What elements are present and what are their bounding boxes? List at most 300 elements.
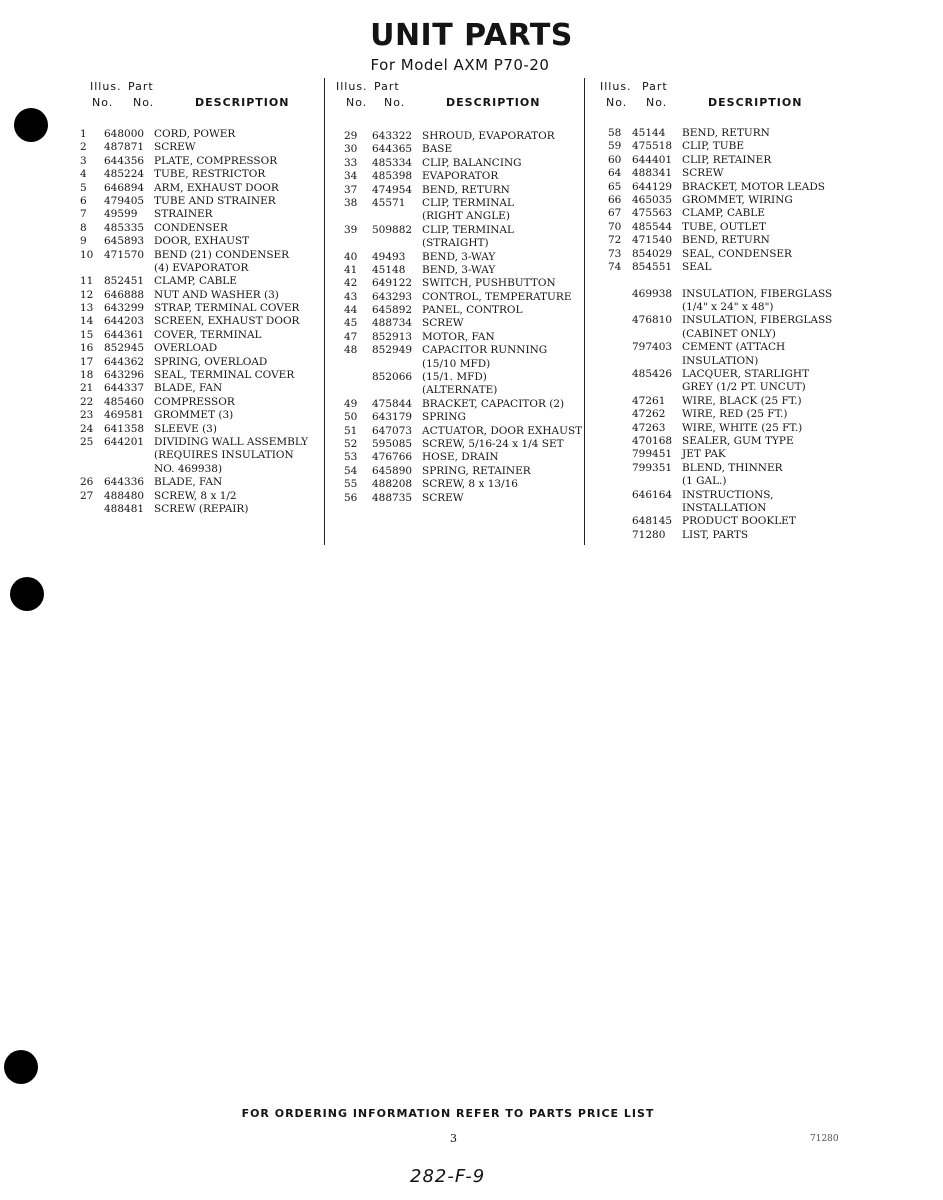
parts-row: [598, 529, 838, 542]
part-no: 644362: [104, 355, 145, 368]
illus-no: 44: [344, 304, 358, 317]
column-header: [78, 80, 318, 120]
parts-row: [78, 490, 318, 503]
part-label: Part: [374, 80, 400, 93]
part-no: 641358: [104, 422, 145, 435]
part-no: 47262: [632, 408, 666, 421]
part-no: 488208: [372, 478, 413, 491]
part-no: 797403: [632, 341, 673, 354]
part-description: (REQUIRES INSULATION: [154, 449, 294, 462]
part-description: ACTUATOR, DOOR EXHAUST: [422, 424, 583, 437]
parts-row: [598, 274, 838, 287]
part-no: 646164: [632, 488, 673, 501]
part-description: COMPRESSOR: [154, 395, 235, 408]
illus-no: 43: [344, 290, 358, 303]
illus-no: 45: [344, 317, 358, 330]
part-description: GROMMET (3): [154, 409, 234, 422]
column-header: [334, 80, 584, 120]
part-description: (CABINET ONLY): [682, 327, 776, 340]
punch-hole-middle: [10, 577, 44, 611]
part-description: INSTALLATION: [682, 501, 767, 514]
part-no: 646894: [104, 181, 145, 194]
parts-row: [78, 289, 318, 302]
illus-no: 47: [344, 330, 358, 343]
parts-row: [598, 248, 838, 261]
parts-row: [334, 143, 584, 156]
part-description: OVERLOAD: [154, 342, 218, 355]
part-description: BEND, 3-WAY: [422, 250, 496, 263]
illus-no: 42: [344, 277, 358, 290]
parts-row: [78, 423, 318, 436]
part-no: 645893: [104, 235, 145, 248]
description-label: DESCRIPTION: [195, 96, 290, 109]
column-divider-1: [324, 78, 325, 545]
parts-column-1: [78, 80, 318, 516]
parts-row: [598, 328, 838, 341]
part-no: 488735: [372, 491, 413, 504]
parts-row: [334, 438, 584, 451]
part-description: CLIP, TUBE: [682, 140, 745, 153]
part-description: (ALTERNATE): [422, 384, 498, 397]
parts-row: [78, 195, 318, 208]
part-no: 485398: [372, 170, 413, 183]
part-no: 852913: [372, 330, 413, 343]
parts-row: [334, 251, 584, 264]
parts-row: [78, 382, 318, 395]
parts-list: [334, 130, 584, 505]
part-no: 488481: [104, 502, 145, 515]
part-description: BEND, RETURN: [682, 127, 770, 139]
part-no: 487871: [104, 141, 145, 154]
part-no: 476810: [632, 314, 673, 327]
illus-no: 66: [608, 193, 622, 206]
punch-hole-top: [14, 108, 48, 142]
column-header: [598, 80, 838, 120]
part-no: 479405: [104, 194, 145, 207]
illus-no: 59: [608, 140, 622, 153]
part-description: LACQUER, STARLIGHT: [682, 368, 810, 381]
part-description: PANEL, CONTROL: [422, 304, 523, 317]
illus-no-label: No.: [92, 96, 114, 109]
parts-row: [598, 381, 838, 394]
part-description: (15/10 MFD): [422, 357, 491, 370]
parts-row: [598, 261, 838, 274]
parts-row: [598, 167, 838, 180]
parts-row: [78, 302, 318, 315]
part-description: (4) EVAPORATOR: [154, 261, 249, 274]
part-description: SCREW: [422, 491, 464, 504]
parts-row: [334, 224, 584, 237]
illus-no: 5: [80, 181, 87, 194]
part-description: CONDENSER: [154, 221, 228, 234]
part-description: DIVIDING WALL ASSEMBLY: [154, 435, 309, 448]
part-description: MOTOR, FAN: [422, 330, 495, 343]
part-no-label: No.: [384, 96, 406, 109]
parts-row: [334, 398, 584, 411]
part-description: BEND (21) CONDENSER: [154, 248, 290, 261]
description-label: DESCRIPTION: [708, 96, 803, 109]
parts-row: [598, 515, 838, 528]
part-description: NO. 469938): [154, 462, 223, 475]
part-description: LIST, PARTS: [682, 528, 749, 541]
illus-no: 67: [608, 207, 622, 220]
part-no: 648145: [632, 515, 673, 528]
part-no: 646888: [104, 288, 145, 301]
part-no: 476766: [372, 451, 413, 464]
part-no: 71280: [632, 528, 666, 541]
part-description: SEAL: [682, 260, 712, 273]
part-no: 852451: [104, 275, 145, 288]
part-no: 643179: [372, 411, 413, 424]
part-no: 471540: [632, 234, 673, 247]
parts-row: [78, 275, 318, 288]
description-label: DESCRIPTION: [446, 96, 541, 109]
part-description: ARM, EXHAUST DOOR: [154, 181, 279, 194]
illus-no: 33: [344, 156, 358, 169]
illus-no: 3: [80, 154, 87, 167]
part-description: CONTROL, TEMPERATURE: [422, 290, 572, 303]
illus-no: 1: [80, 128, 87, 140]
parts-row: [78, 155, 318, 168]
parts-row: [78, 262, 318, 275]
part-no: 47261: [632, 394, 666, 407]
column-divider-2: [584, 78, 585, 545]
part-description: CLIP, RETAINER: [682, 153, 772, 166]
part-no: 45144: [632, 127, 666, 139]
part-description: CLAMP, CABLE: [154, 275, 237, 288]
parts-row: [598, 221, 838, 234]
page-title: UNIT PARTS: [370, 18, 573, 53]
illus-no: 40: [344, 250, 358, 263]
part-description: SPRING, RETAINER: [422, 464, 531, 477]
illus-no: 9: [80, 235, 87, 248]
part-no: 475563: [632, 207, 673, 220]
parts-row: [78, 369, 318, 382]
illus-no: 17: [80, 355, 94, 368]
parts-row: [334, 411, 584, 424]
part-description: BEND, RETURN: [682, 234, 770, 247]
parts-row: [598, 462, 838, 475]
part-description: WIRE, BLACK (25 FT.): [682, 394, 802, 407]
part-no: 471570: [104, 248, 145, 261]
parts-row: [334, 465, 584, 478]
parts-row: [334, 197, 584, 210]
part-description: DOOR, EXHAUST: [154, 235, 250, 248]
parts-row: [78, 342, 318, 355]
part-no: 488341: [632, 167, 673, 180]
part-no: 644365: [372, 143, 413, 156]
parts-row: [334, 264, 584, 277]
parts-row: [78, 396, 318, 409]
part-no: 475844: [372, 397, 413, 410]
part-description: (STRAIGHT): [422, 237, 489, 250]
part-description: GREY (1/2 PT. UNCUT): [682, 381, 806, 394]
part-no: 49599: [104, 208, 138, 221]
part-description: HOSE, DRAIN: [422, 451, 499, 464]
part-label: Part: [642, 80, 668, 93]
parts-column-2: [334, 80, 584, 505]
part-no: 799351: [632, 461, 673, 474]
parts-row: [334, 157, 584, 170]
illus-no: 4: [80, 168, 87, 181]
illus-no: 27: [80, 489, 94, 502]
part-description: WIRE, RED (25 FT.): [682, 408, 788, 421]
part-description: CLIP, BALANCING: [422, 156, 522, 169]
parts-row: [78, 463, 318, 476]
part-description: CEMENT (ATTACH: [682, 341, 786, 354]
page-code: 71280: [810, 1134, 839, 1144]
parts-row: [598, 194, 838, 207]
parts-row: [78, 208, 318, 221]
parts-row: [78, 476, 318, 489]
parts-row: [78, 141, 318, 154]
parts-row: [598, 154, 838, 167]
part-description: SEAL, CONDENSER: [682, 247, 792, 260]
part-description: CLAMP, CABLE: [682, 207, 765, 220]
parts-row: [78, 128, 318, 141]
illus-no: 22: [80, 395, 94, 408]
part-description: STRAINER: [154, 208, 213, 221]
part-no: 488734: [372, 317, 413, 330]
part-description: CLIP, TERMINAL: [422, 223, 514, 236]
illus-no: 53: [344, 451, 358, 464]
part-description: SHROUD, EVAPORATOR: [422, 130, 555, 142]
page-number: 3: [450, 1132, 457, 1145]
part-description: INSULATION): [682, 354, 759, 367]
punch-hole-bottom: [4, 1050, 38, 1084]
part-no: 644337: [104, 382, 145, 395]
illus-no: 12: [80, 288, 94, 301]
parts-row: [334, 304, 584, 317]
parts-row: [78, 235, 318, 248]
parts-row: [598, 475, 838, 488]
part-description: SEALER, GUM TYPE: [682, 434, 794, 447]
illus-no: 14: [80, 315, 94, 328]
part-description: BEND, RETURN: [422, 183, 510, 196]
parts-row: [598, 408, 838, 421]
part-no: 595085: [372, 437, 413, 450]
parts-row: [334, 130, 584, 143]
part-no: 485544: [632, 220, 673, 233]
illus-no: 10: [80, 248, 94, 261]
part-no: 647073: [372, 424, 413, 437]
illus-no: 21: [80, 382, 94, 395]
part-no: 643296: [104, 369, 145, 382]
parts-row: [598, 288, 838, 301]
part-description: EVAPORATOR: [422, 170, 499, 183]
part-no: 485426: [632, 368, 673, 381]
parts-row: [598, 502, 838, 515]
part-description: CAPACITOR RUNNING: [422, 344, 548, 357]
part-no: 644401: [632, 153, 673, 166]
part-no: 644129: [632, 180, 673, 193]
illus-no: 64: [608, 167, 622, 180]
parts-row: [598, 314, 838, 327]
illus-no-label: No.: [606, 96, 628, 109]
part-description: TUBE AND STRAINER: [154, 194, 276, 207]
parts-row: [78, 409, 318, 422]
part-no: 644356: [104, 154, 145, 167]
illus-no-label: No.: [346, 96, 368, 109]
part-no: 485335: [104, 221, 145, 234]
part-description: INSULATION, FIBERGLASS: [682, 287, 833, 300]
parts-row: [598, 140, 838, 153]
part-no: 644361: [104, 328, 145, 341]
part-description: JET PAK: [682, 448, 726, 461]
parts-row: [598, 395, 838, 408]
illus-no: 58: [608, 127, 622, 139]
part-no: 45571: [372, 196, 406, 209]
part-no: 470168: [632, 434, 673, 447]
part-description: COVER, TERMINAL: [154, 328, 262, 341]
parts-column-3: [598, 80, 838, 542]
illus-no: 24: [80, 422, 94, 435]
parts-row: [78, 503, 318, 516]
part-description: (1 GAL.): [682, 475, 727, 488]
part-no: 475518: [632, 140, 673, 153]
illus-no: 23: [80, 409, 94, 422]
parts-row: [598, 489, 838, 502]
part-description: INSULATION, FIBERGLASS: [682, 314, 833, 327]
parts-list: [78, 128, 318, 516]
part-no: 852949: [372, 344, 413, 357]
parts-row: [78, 249, 318, 262]
part-no: 649122: [372, 277, 413, 290]
parts-row: [334, 384, 584, 397]
part-no: 643322: [372, 130, 413, 142]
part-no: 648000: [104, 128, 145, 140]
part-no-label: No.: [646, 96, 668, 109]
part-no: 643293: [372, 290, 413, 303]
parts-row: [598, 368, 838, 381]
part-description: SCREW, 5/16-24 x 1/4 SET: [422, 437, 564, 450]
parts-row: [334, 184, 584, 197]
parts-row: [78, 329, 318, 342]
parts-row: [598, 435, 838, 448]
illus-no: 26: [80, 476, 94, 489]
part-description: SCREW (REPAIR): [154, 502, 249, 515]
part-label: Part: [128, 80, 154, 93]
parts-row: [334, 317, 584, 330]
part-no: 49493: [372, 250, 406, 263]
illus-no: 65: [608, 180, 622, 193]
illus-label: Illus.: [600, 80, 632, 93]
illus-no: 73: [608, 247, 622, 260]
parts-row: [334, 277, 584, 290]
parts-row: [334, 170, 584, 183]
page-subtitle: For Model AXM P70-20: [370, 56, 550, 74]
part-no: 45148: [372, 263, 406, 276]
part-description: SCREW: [422, 317, 464, 330]
part-description: SCREW: [682, 167, 724, 180]
parts-row: [598, 181, 838, 194]
illus-no: 48: [344, 344, 358, 357]
parts-row: [334, 344, 584, 357]
parts-row: [598, 127, 838, 140]
parts-row: [598, 301, 838, 314]
parts-row: [78, 436, 318, 449]
part-description: CLIP, TERMINAL: [422, 196, 514, 209]
part-description: BLADE, FAN: [154, 382, 223, 395]
illus-no: 50: [344, 411, 358, 424]
part-no: 485224: [104, 168, 145, 181]
illus-label: Illus.: [336, 80, 368, 93]
illus-no: 15: [80, 328, 94, 341]
part-no: 644203: [104, 315, 145, 328]
part-no: 644201: [104, 435, 145, 448]
illus-no: 54: [344, 464, 358, 477]
part-description: TUBE, RESTRICTOR: [154, 168, 266, 181]
illus-no: 52: [344, 437, 358, 450]
part-no: 469938: [632, 287, 673, 300]
illus-no: 38: [344, 196, 358, 209]
parts-row: [334, 451, 584, 464]
part-no: 854551: [632, 260, 673, 273]
parts-row: [598, 341, 838, 354]
parts-row: [334, 492, 584, 505]
illus-no: 29: [344, 130, 358, 142]
part-description: BLEND, THINNER: [682, 461, 783, 474]
part-description: BLADE, FAN: [154, 476, 223, 489]
part-no: 47263: [632, 421, 666, 434]
illus-no: 8: [80, 221, 87, 234]
part-description: PRODUCT BOOKLET: [682, 515, 796, 528]
parts-row: [78, 168, 318, 181]
part-description: NUT AND WASHER (3): [154, 288, 279, 301]
illus-no: 70: [608, 220, 622, 233]
part-description: (RIGHT ANGLE): [422, 210, 510, 223]
parts-row: [598, 355, 838, 368]
handwritten-note: 282-F-9: [410, 1166, 486, 1187]
illus-no: 18: [80, 369, 94, 382]
part-description: BASE: [422, 143, 453, 156]
illus-no: 13: [80, 302, 94, 315]
illus-no: 51: [344, 424, 358, 437]
parts-row: [78, 182, 318, 195]
part-description: TUBE, OUTLET: [682, 220, 767, 233]
illus-no: 30: [344, 143, 358, 156]
illus-no: 56: [344, 491, 358, 504]
illus-label: Illus.: [90, 80, 122, 93]
illus-no: 16: [80, 342, 94, 355]
parts-row: [334, 371, 584, 384]
parts-row: [334, 425, 584, 438]
part-description: CORD, POWER: [154, 128, 236, 140]
illus-no: 55: [344, 478, 358, 491]
part-no: 488480: [104, 489, 145, 502]
part-no: 645892: [372, 304, 413, 317]
part-no: 852066: [372, 371, 413, 384]
part-description: SCREEN, EXHAUST DOOR: [154, 315, 300, 328]
illus-no: 2: [80, 141, 87, 154]
illus-no: 6: [80, 194, 87, 207]
part-description: SCREW, 8 x 13/16: [422, 478, 518, 491]
parts-row: [598, 207, 838, 220]
part-no: 509882: [372, 223, 413, 236]
parts-row: [598, 422, 838, 435]
part-description: (1/4" x 24" x 48"): [682, 301, 774, 314]
illus-no: 7: [80, 208, 87, 221]
parts-row: [334, 291, 584, 304]
parts-row: [598, 448, 838, 461]
part-description: BRACKET, MOTOR LEADS: [682, 180, 825, 193]
part-no: 643299: [104, 302, 145, 315]
part-description: SCREW, 8 x 1/2: [154, 489, 237, 502]
parts-row: [78, 449, 318, 462]
parts-row: [78, 356, 318, 369]
part-description: (15/1. MFD): [422, 371, 487, 384]
illus-no: 39: [344, 223, 358, 236]
